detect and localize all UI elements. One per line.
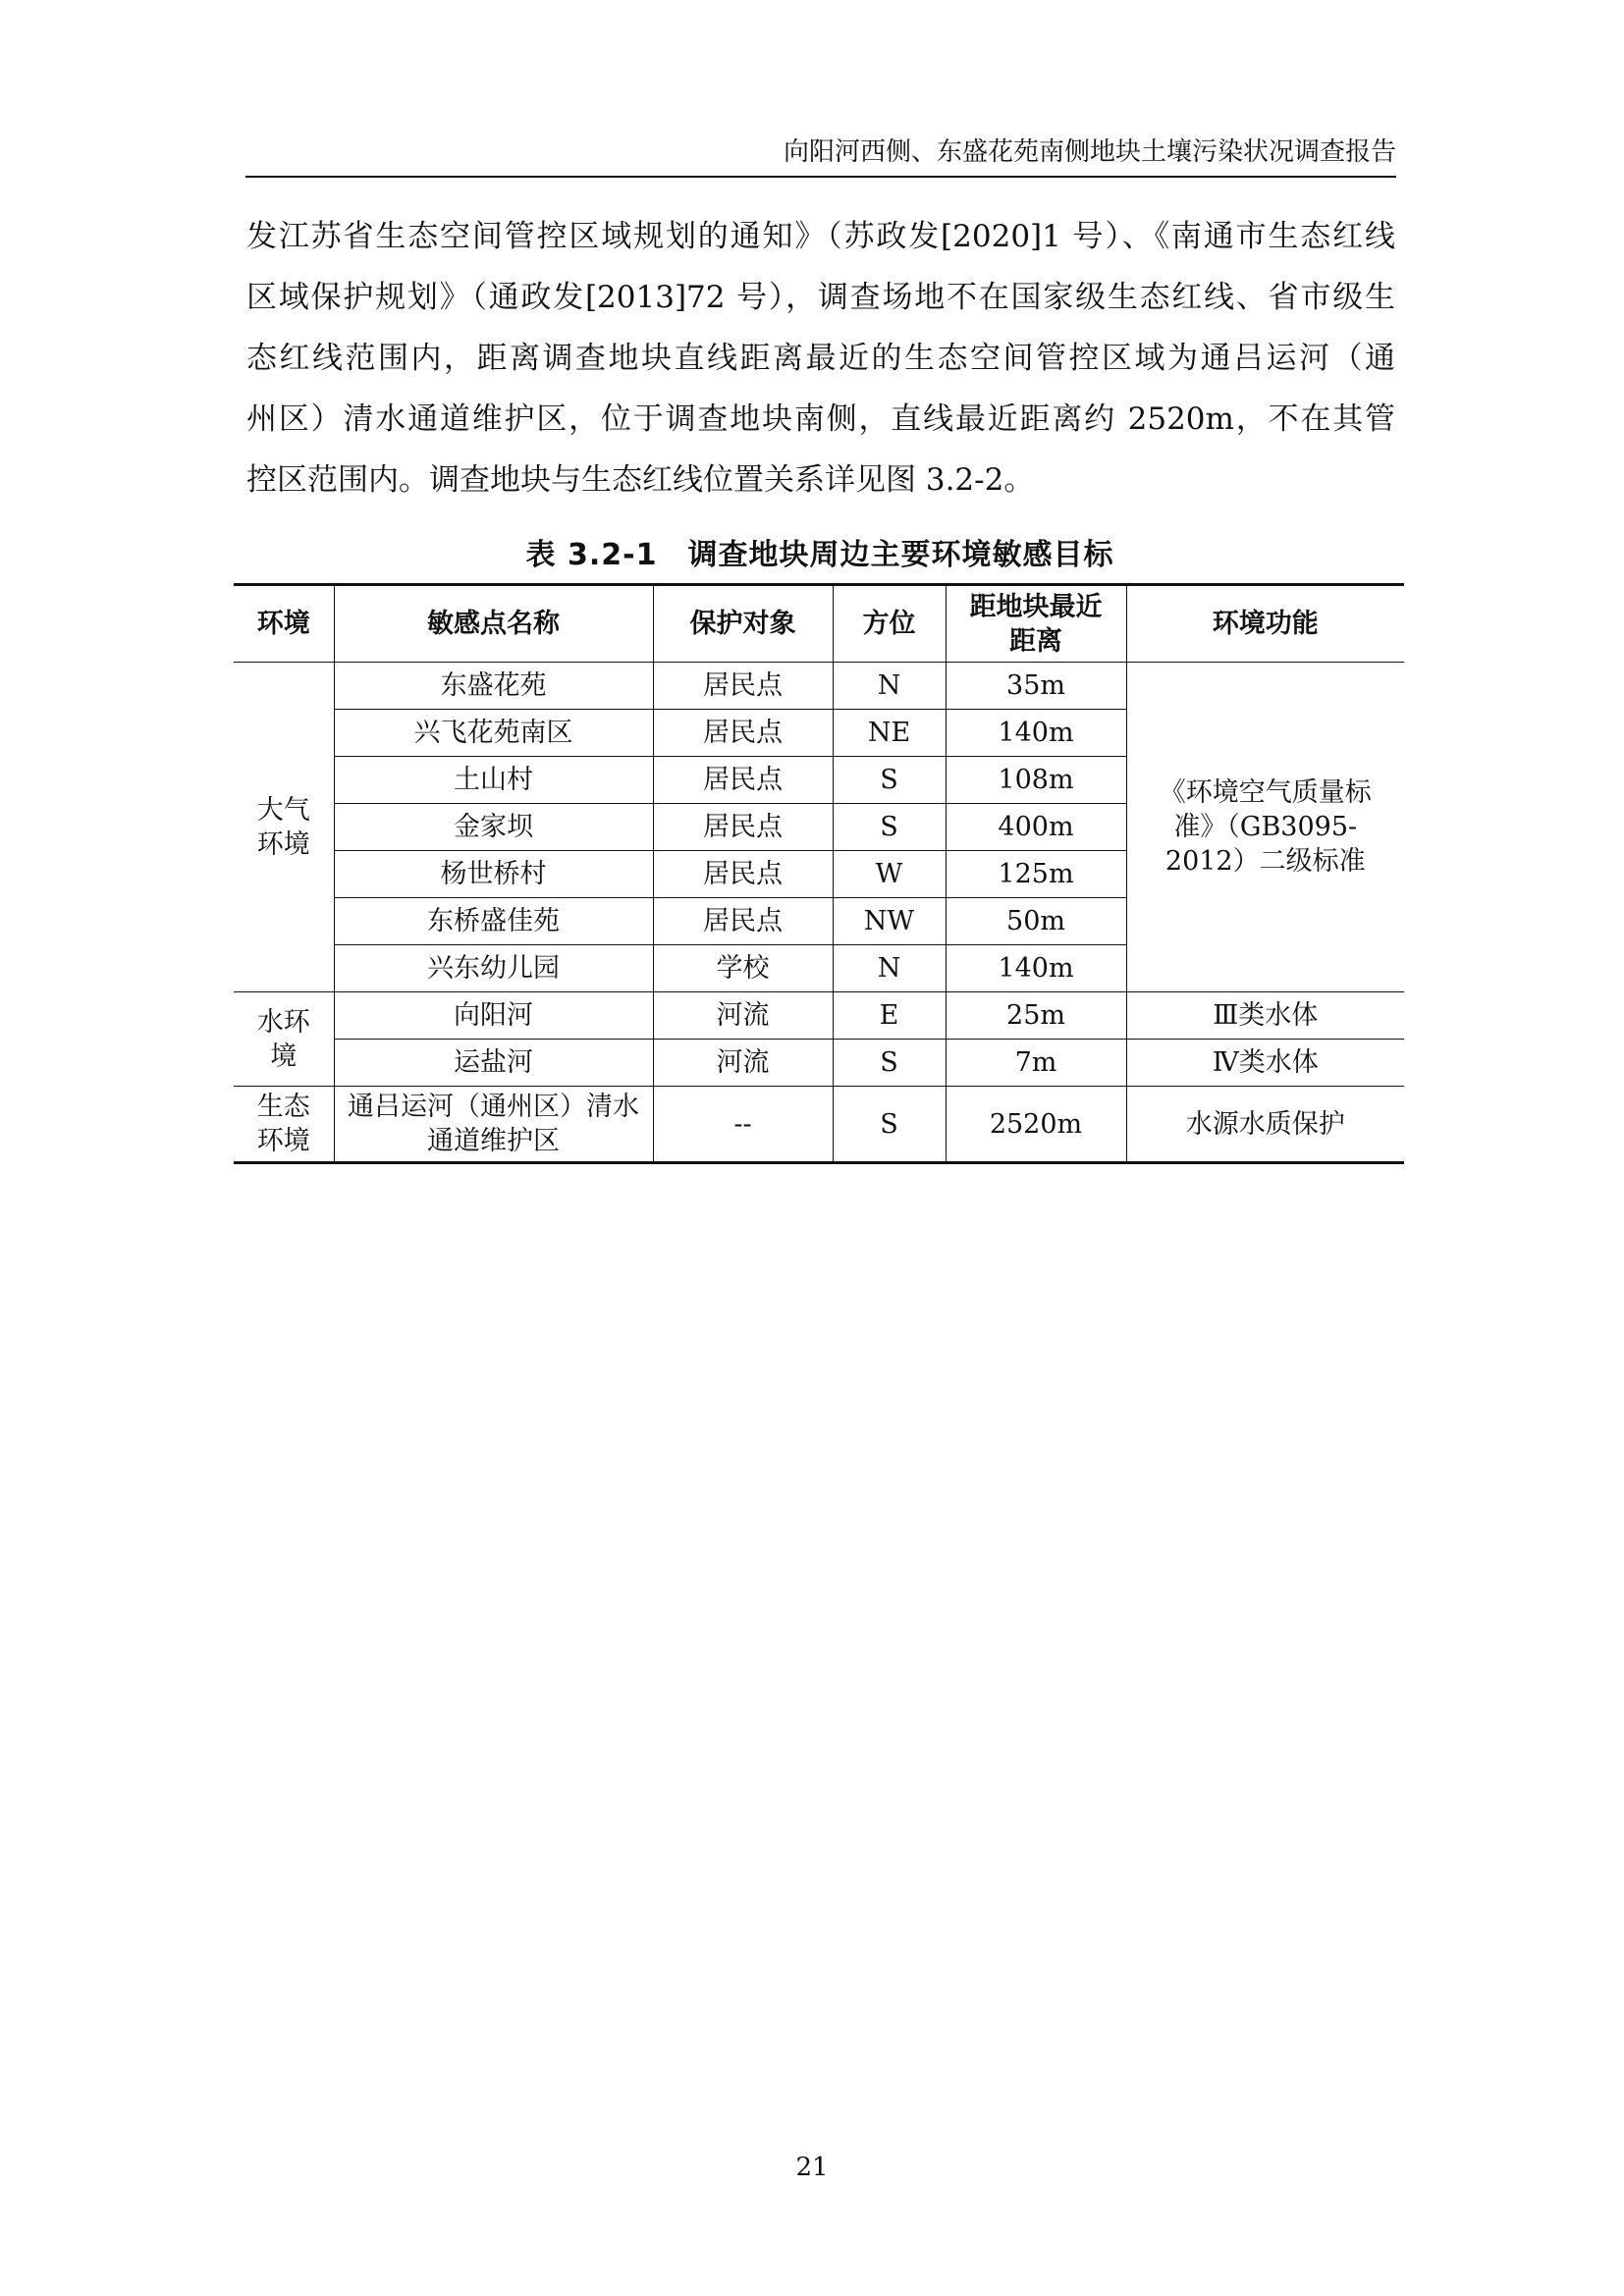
site-name: 金家坝 (334, 804, 653, 851)
site-name: 运盐河 (334, 1040, 653, 1087)
paragraph-line: 州区）清水通道维护区，位于调查地块南侧，直线最近距离约 2520m，不在其管 (246, 401, 1395, 437)
distance: 400m (946, 804, 1126, 851)
protect-target: 居民点 (653, 804, 833, 851)
site-name: 向阳河 (334, 992, 653, 1040)
sensitive-targets-table (234, 583, 1404, 1164)
paragraph-line: 态红线范围内，距离调查地块直线距离最近的生态空间管控区域为通吕运河（通 (246, 341, 1395, 376)
site-name: 东桥盛佳苑 (334, 898, 653, 945)
distance: 25m (946, 992, 1126, 1040)
direction: S (833, 804, 946, 851)
paragraph-line: 发江苏省生态空间管控区域规划的通知》（苏政发[2020]1 号）、《南通市生态红线 (246, 219, 1395, 254)
distance: 2520m (946, 1087, 1126, 1163)
direction: N (833, 663, 946, 710)
distance: 140m (946, 945, 1126, 992)
header-direction: 方位 (833, 585, 946, 663)
protect-target: 学校 (653, 945, 833, 992)
site-name: 兴飞花苑南区 (334, 710, 653, 757)
header-distance: 距地块最近距离 (946, 585, 1126, 663)
env-function: 水源水质保护 (1126, 1087, 1404, 1163)
table-header-row (234, 585, 1404, 663)
page-number: 21 (795, 2153, 829, 2182)
protect-target: 居民点 (653, 757, 833, 804)
direction: S (833, 1087, 946, 1163)
body-paragraph (246, 206, 1395, 510)
site-name: 土山村 (334, 757, 653, 804)
header-target: 保护对象 (653, 585, 833, 663)
protect-target: 居民点 (653, 663, 833, 710)
header-function: 环境功能 (1126, 585, 1404, 663)
protect-target: 居民点 (653, 710, 833, 757)
protect-target: 居民点 (653, 898, 833, 945)
site-name: 兴东幼儿园 (334, 945, 653, 992)
protect-target: 河流 (653, 992, 833, 1040)
direction: S (833, 757, 946, 804)
distance: 50m (946, 898, 1126, 945)
direction: NW (833, 898, 946, 945)
site-name: 东盛花苑 (334, 663, 653, 710)
distance: 7m (946, 1040, 1126, 1087)
distance: 35m (946, 663, 1126, 710)
table-row (234, 1040, 1404, 1087)
env-eco-cell: 生态环境 (234, 1087, 334, 1163)
header-name: 敏感点名称 (334, 585, 653, 663)
env-air-cell: 大气环境 (234, 663, 334, 992)
header-title: 向阳河西侧、东盛花苑南侧地块土壤污染状况调查报告 (783, 137, 1396, 167)
site-name: 杨世桥村 (334, 851, 653, 898)
direction: N (833, 945, 946, 992)
table-caption: 表 3.2-1 调查地块周边主要环境敏感目标 (525, 538, 1114, 572)
distance: 125m (946, 851, 1126, 898)
direction: W (833, 851, 946, 898)
page-header (245, 131, 1396, 178)
direction: NE (833, 710, 946, 757)
protect-target: 居民点 (653, 851, 833, 898)
distance: 108m (946, 757, 1126, 804)
env-function: Ⅲ类水体 (1126, 992, 1404, 1040)
paragraph-line: 控区范围内。调查地块与生态红线位置关系详见图 3.2-2。 (246, 462, 1035, 498)
distance: 140m (946, 710, 1126, 757)
direction: E (833, 992, 946, 1040)
table-row (234, 992, 1404, 1040)
env-water-cell: 水环境 (234, 992, 334, 1087)
air-function-cell: 《环境空气质量标准》（GB3095-2012）二级标准 (1126, 663, 1404, 992)
table-row (234, 1087, 1404, 1163)
protect-target: 河流 (653, 1040, 833, 1087)
header-env: 环境 (234, 585, 334, 663)
table-row (234, 663, 1404, 710)
env-function: Ⅳ类水体 (1126, 1040, 1404, 1087)
paragraph-line: 区域保护规划》（通政发[2013]72 号），调查场地不在国家级生态红线、省市级生 (246, 280, 1395, 315)
site-name: 通吕运河（通州区）清水通道维护区 (334, 1087, 653, 1163)
protect-target: -- (653, 1087, 833, 1163)
direction: S (833, 1040, 946, 1087)
